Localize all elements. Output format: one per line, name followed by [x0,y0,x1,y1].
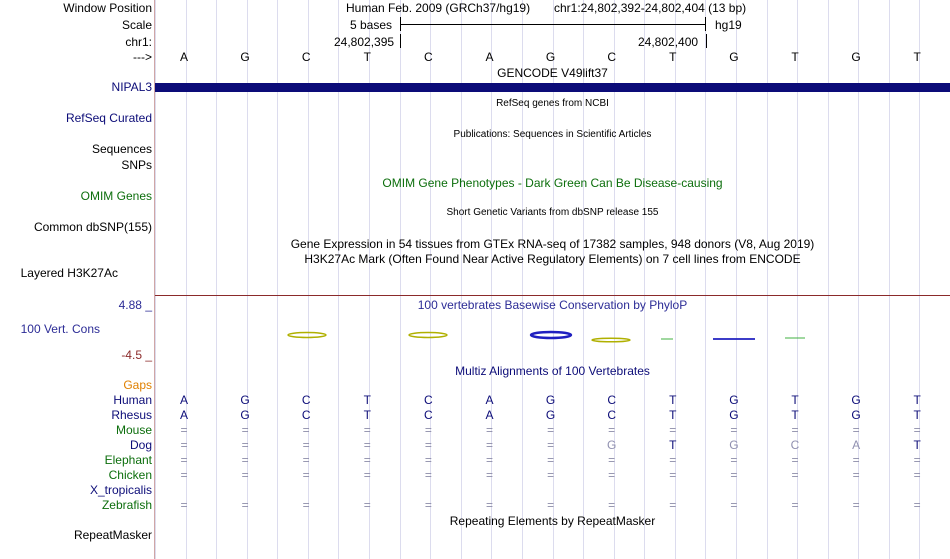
track-labels [0,0,155,559]
coord-right-tick [706,34,707,48]
base-cell: = [241,423,249,437]
base-cell: = [730,423,738,437]
base-cell: T [791,408,799,422]
nipal3-gene-bar[interactable] [155,83,950,92]
label-gaps: Gaps [123,378,152,392]
label-rhesus: Rhesus [111,408,152,422]
alignment-chicken-row [155,468,950,482]
track-divider [155,295,950,296]
base-cell: = [302,468,310,482]
base-cell: = [424,498,432,512]
base-cell: T [363,408,371,422]
base-cell: = [730,498,738,512]
repeatmasker-track-title[interactable]: Repeating Elements by RepeatMasker [449,514,656,528]
base-cell: A [179,50,188,64]
base-cell: = [608,468,616,482]
base-cell: = [180,498,188,512]
base-cell: T [791,393,799,407]
base-cell: C [607,408,617,422]
coord-left-tick [400,34,401,48]
conservation-track-title[interactable]: 100 vertebrates Basewise Conservation by PhyloP [417,298,688,312]
base-cell: = [424,468,432,482]
position-range: chr1:24,802,392-24,802,404 (13 bp) [554,1,747,15]
alignment-dog-row [155,438,950,452]
cons-glyph-c1 [288,333,326,338]
base-cell: = [241,468,249,482]
base-cell: = [424,453,432,467]
base-cell: = [791,468,799,482]
base-cell: G [851,50,861,64]
base-cell: = [669,498,677,512]
conservation-glyphs [155,325,950,345]
scale-label: 5 bases [350,18,393,32]
base-cell: C [301,408,311,422]
multiz-track-title[interactable]: Multiz Alignments of 100 Vertebrates [455,364,650,378]
base-cell: G [607,438,617,452]
base-cell: = [424,423,432,437]
label-cons-max: 4.88 _ [118,298,152,312]
base-cell: = [424,438,432,452]
base-cell: = [180,453,188,467]
label-chicken: Chicken [108,468,152,482]
base-cell: C [301,393,311,407]
base-cell: = [302,453,310,467]
base-cell: C [424,50,433,64]
base-cell: = [485,468,493,482]
base-cell: = [669,453,677,467]
label-chr: chr1: [125,35,152,49]
base-cell: G [240,393,250,407]
coord-left: 24,802,395 [334,35,395,49]
label-arrow: ---> [133,50,152,64]
base-cell: = [363,453,371,467]
base-cell: = [547,453,555,467]
base-cell: G [729,50,739,64]
alignment-mouse-row [155,423,950,437]
base-cell: = [241,498,249,512]
base-cell: = [852,423,860,437]
label-window-position: Window Position [63,1,152,15]
base-cell: = [180,423,188,437]
base-cell: G [851,408,861,422]
omim-track-title[interactable]: OMIM Gene Phenotypes - Dark Green Can Be Disease-causing [382,176,723,190]
label-dog: Dog [129,438,152,452]
label-mouse: Mouse [115,423,152,437]
publications-track-title[interactable]: Publications: Sequences in Scientific Articles [453,129,652,140]
base-cell: = [669,423,677,437]
dbsnp-track-title[interactable]: Short Genetic Variants from dbSNP release 155 [446,207,659,218]
h3k27ac-track-title[interactable]: H3K27Ac Mark (Often Found Near Active Regulatory Elements) on 7 cell lines from ENCODE [304,252,801,266]
base-cell: = [608,498,616,512]
base-sequence-row [155,50,950,64]
base-cell: A [485,50,494,64]
base-cell: = [852,468,860,482]
base-cell: A [179,408,188,422]
base-cell: A [485,393,494,407]
base-cell: G [729,438,739,452]
base-cell: T [669,408,677,422]
alignment-elephant-row [155,453,950,467]
base-cell: C [424,408,433,422]
alignment-human-row [155,393,950,407]
label-omim-genes[interactable]: OMIM Genes [80,189,152,203]
base-cell: = [302,438,310,452]
assembly-title: Human Feb. 2009 (GRCh37/hg19) [346,1,531,15]
scale-assembly: hg19 [715,18,742,32]
base-cell: G [545,408,556,422]
cons-glyph-c3 [592,338,630,342]
base-cell: = [913,468,921,482]
base-cell: C [790,438,800,452]
base-cell: = [852,453,860,467]
base-cell: G [545,393,556,407]
label-layered-h3k27ac[interactable]: Layered H3K27Ac [20,266,118,280]
base-cell: G [545,50,556,64]
base-cell: = [485,453,493,467]
base-cell: = [180,438,188,452]
base-cell: A [179,393,188,407]
label-cons-min: -4.5 _ [121,348,152,362]
base-cell: G [240,408,250,422]
scale-bar [400,17,706,31]
base-cell: = [485,438,493,452]
base-cell: = [852,498,860,512]
label-repeatmasker[interactable]: RepeatMasker [73,528,152,542]
base-cell: T [913,50,921,64]
coord-right: 24,802,400 [638,35,699,49]
alignment-rhesus-row [155,408,950,422]
base-cell: T [913,393,921,407]
refseq-track-title[interactable]: RefSeq genes from NCBI [496,98,609,109]
base-cell: = [180,468,188,482]
base-cell: = [485,423,493,437]
base-cell: C [301,50,311,64]
gencode-track-title[interactable]: GENCODE V49lift37 [497,66,608,80]
base-cell: G [729,393,739,407]
base-cell: = [363,423,371,437]
base-cell: = [913,423,921,437]
label-human: Human [113,393,152,407]
base-cell: = [241,453,249,467]
label-100-vert-cons[interactable]: 100 Vert. Cons [20,322,100,336]
base-cell: T [913,408,921,422]
base-cell: A [485,408,494,422]
base-cell: T [363,393,371,407]
gtex-track-title[interactable]: Gene Expression in 54 tissues from GTEx RNA-seq of 17382 samples, 948 donors (V8, Aug 2019) [290,237,815,251]
base-cell: = [547,498,555,512]
base-cell: = [791,423,799,437]
base-cell: T [669,50,677,64]
base-cell: = [302,498,310,512]
label-scale: Scale [121,18,152,32]
base-cell: = [608,453,616,467]
base-cell: = [913,498,921,512]
label-elephant: Elephant [104,453,152,467]
base-cell: A [852,438,861,452]
base-cell: = [730,453,738,467]
base-cell: = [791,498,799,512]
label-sequences[interactable]: Sequences [91,142,152,156]
base-cell: T [913,438,921,452]
base-cell: T [363,50,371,64]
base-cell: = [791,453,799,467]
base-cell: = [730,468,738,482]
base-cell: T [669,393,677,407]
base-cell: = [302,423,310,437]
base-cell: = [547,423,555,437]
base-cell: = [363,438,371,452]
cons-glyph-g [531,332,571,338]
base-cell: G [851,393,861,407]
alignment-zebrafish-row [155,498,950,512]
label-nipal3[interactable]: NIPAL3 [111,80,152,94]
label-refseq-curated[interactable]: RefSeq Curated [65,111,152,125]
base-cell: C [424,393,433,407]
base-cell: = [485,498,493,512]
base-cell: = [669,468,677,482]
label-x-tropicalis: X_tropicalis [89,483,152,497]
base-cell: = [547,468,555,482]
base-cell: T [791,50,799,64]
cons-glyph-c2 [409,333,447,338]
base-cell: = [241,438,249,452]
base-cell: C [607,50,617,64]
label-zebrafish: Zebrafish [101,498,152,512]
base-cell: = [363,498,371,512]
label-snps[interactable]: SNPs [121,158,152,172]
base-cell: = [363,468,371,482]
base-cell: G [729,408,739,422]
base-cell: = [547,438,555,452]
base-cell: = [913,453,921,467]
base-cell: C [607,393,617,407]
base-cell: T [669,438,677,452]
base-cell: = [608,423,616,437]
base-cell: G [240,50,250,64]
label-common-dbsnp[interactable]: Common dbSNP(155) [33,220,152,234]
